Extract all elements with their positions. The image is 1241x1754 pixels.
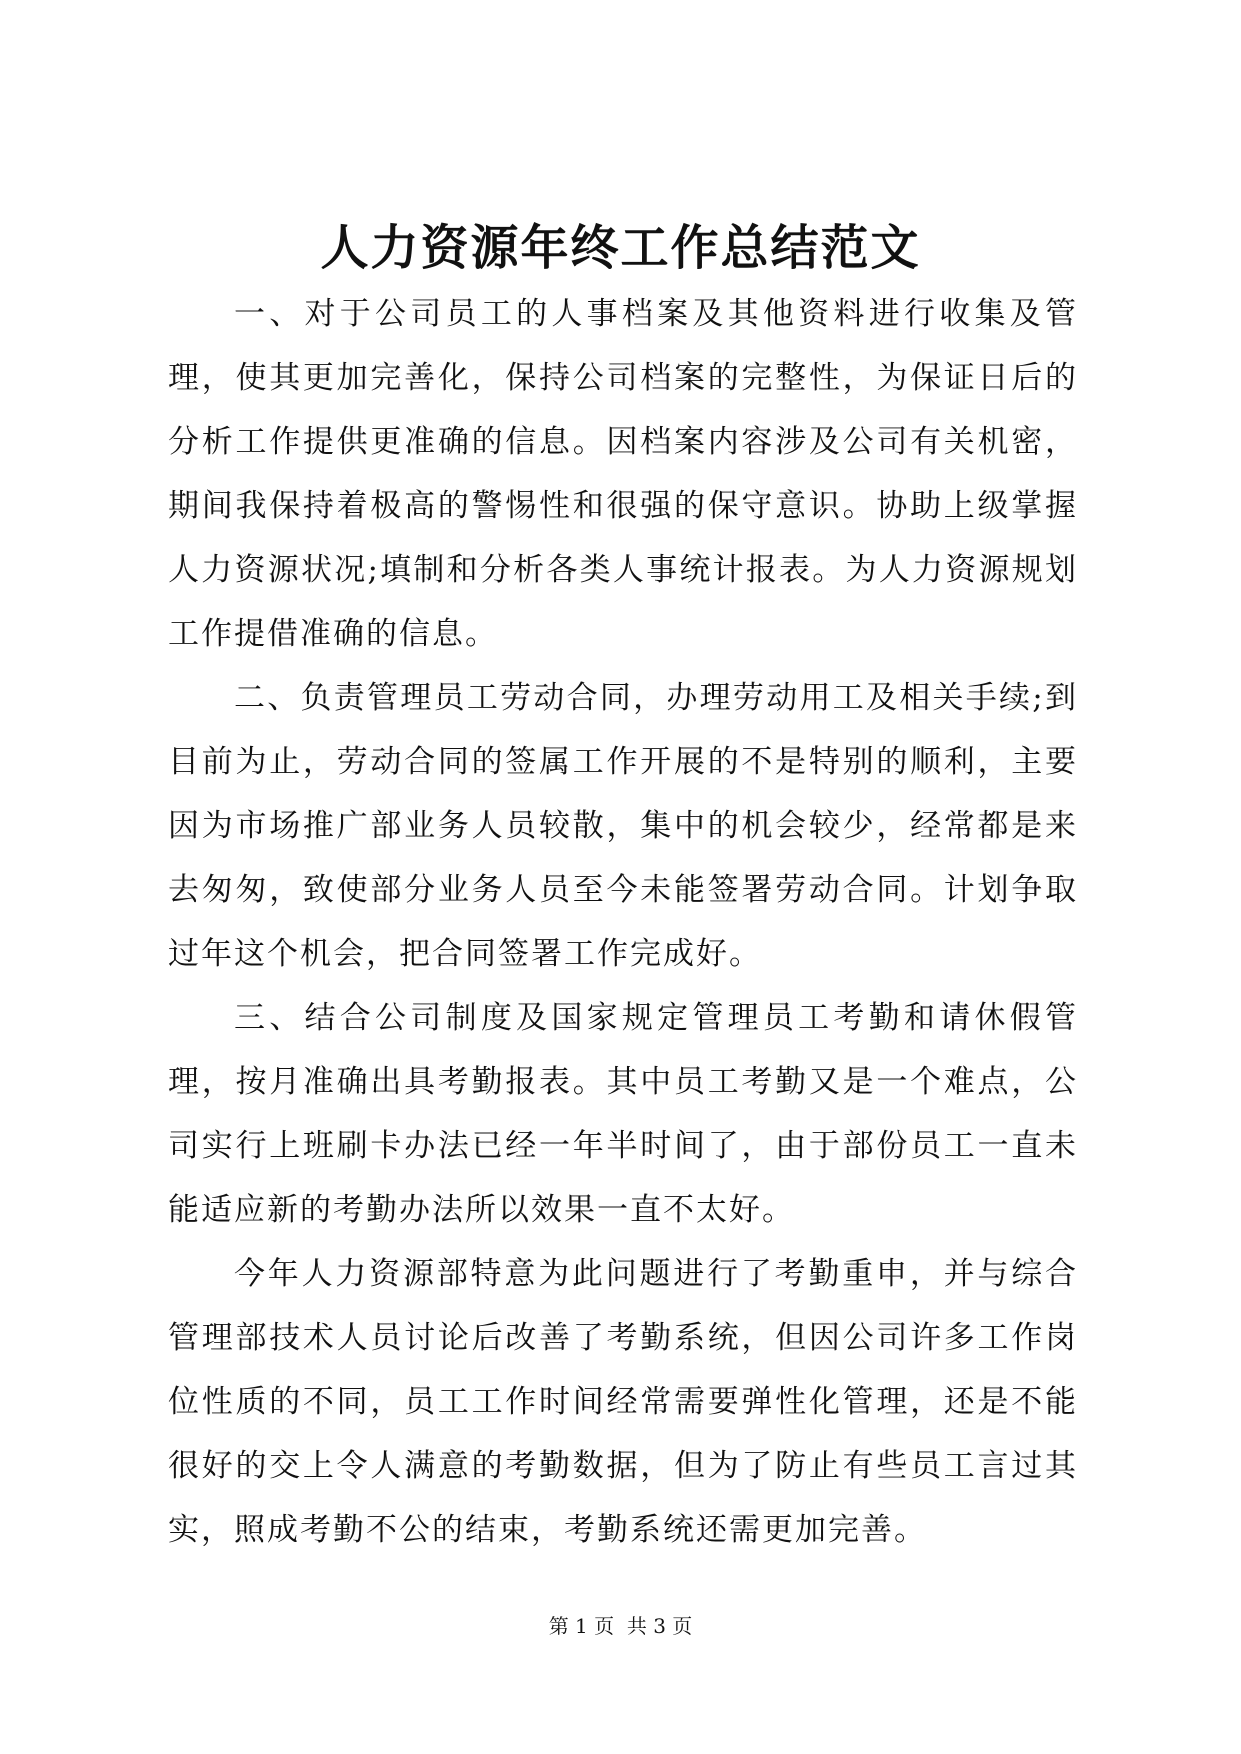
- paragraph-1: 一、对于公司员工的人事档案及其他资料进行收集及管理，使其更加完善化，保持公司档案的完整性，为保证日后的分析工作提供更准确的信息。因档案内容涉及公司有关机密，期间我保持着极高的警惕性和很强的保守意识。协助上级掌握人力资源状况;填制和分析各类人事统计报表。为人力资源规划工作提借准确的信息。: [168, 296, 1078, 652]
- paragraph-3: 三、结合公司制度及国家规定管理员工考勤和请休假管理，按月准确出具考勤报表。其中员工考勤又是一个难点，公司实行上班刷卡办法已经一年半时间了，由于部份员工一直未能适应新的考勤办法所以效果一直不太好。: [168, 1000, 1078, 1228]
- document-body: [168, 282, 1078, 1562]
- document-title: 人力资源年终工作总结范文: [320, 220, 921, 276]
- paragraph-4: 今年人力资源部特意为此问题进行了考勤重申，并与综合管理部技术人员讨论后改善了考勤系统，但因公司许多工作岗位性质的不同，员工工作时间经常需要弹性化管理，还是不能很好的交上令人满意的考勤数据，但为了防止有些员工言过其实，照成考勤不公的结束，考勤系统还需更加完善。: [168, 1256, 1078, 1548]
- page-number-label: 第 1 页 共 3 页: [548, 1614, 693, 1638]
- paragraph-2: 二、负责管理员工劳动合同，办理劳动用工及相关手续;到目前为止，劳动合同的签属工作开展的不是特别的顺利，主要因为市场推广部业务人员较散，集中的机会较少，经常都是来去匆匆，致使部分业务人员至今未能签署劳动合同。计划争取过年这个机会，把合同签署工作完成好。: [168, 680, 1078, 972]
- page-footer: [0, 1612, 1241, 1640]
